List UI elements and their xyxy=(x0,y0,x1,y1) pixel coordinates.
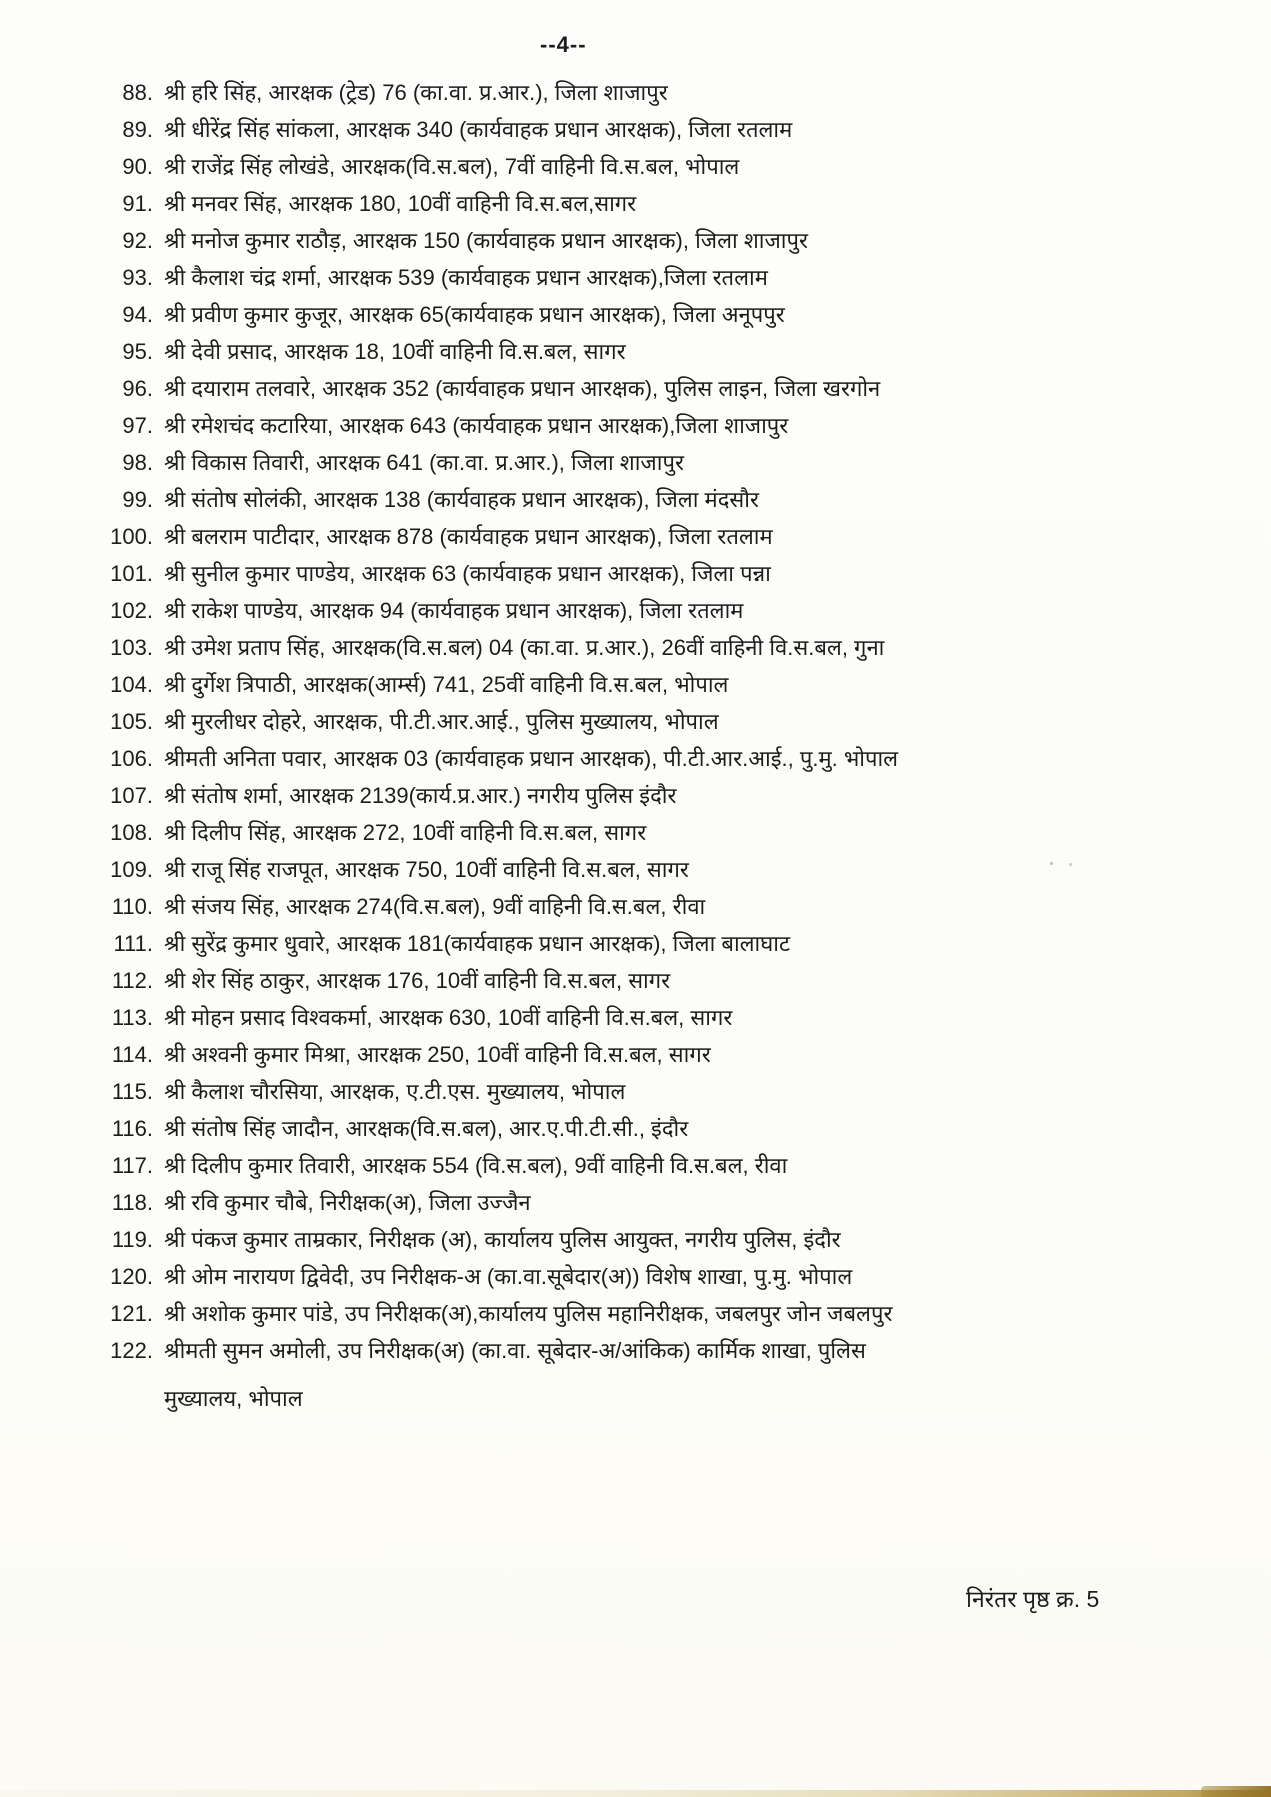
list-item xyxy=(0,851,1271,888)
scanned-page-corner-edge xyxy=(1201,1786,1271,1797)
entry-number: 96. xyxy=(122,376,153,401)
entry-text: श्री सुनील कुमार पाण्डेय, आरक्षक 63 (कार्यवाहक प्रधान आरक्षक), जिला पन्ना xyxy=(164,561,771,586)
list-item xyxy=(0,518,1271,555)
list-item xyxy=(0,555,1271,592)
entry-body xyxy=(153,1073,625,1110)
list-item xyxy=(0,962,1271,999)
entry-body xyxy=(153,925,790,962)
entry-text: श्री संतोष सोलंकी, आरक्षक 138 (कार्यवाहक प्रधान आरक्षक), जिला मंदसौर xyxy=(164,487,759,512)
entry-text: श्री राकेश पाण्डेय, आरक्षक 94 (कार्यवाहक प्रधान आरक्षक), जिला रतलाम xyxy=(164,598,744,623)
entry-body xyxy=(153,851,689,888)
entry-text: श्री शेर सिंह ठाकुर, आरक्षक 176, 10वीं वाहिनी वि.स.बल, सागर xyxy=(164,968,671,993)
entry-text: श्री हरि सिंह, आरक्षक (ट्रेड) 76 (का.वा. प्र.आर.), जिला शाजापुर xyxy=(164,80,668,105)
entry-text: श्री देवी प्रसाद, आरक्षक 18, 10वीं वाहिनी वि.स.बल, सागर xyxy=(164,339,626,364)
list-item xyxy=(0,888,1271,925)
page-number-header: --4-- xyxy=(540,32,587,57)
list-item xyxy=(0,777,1271,814)
entry-text: श्री मुरलीधर दोहरे, आरक्षक, पी.टी.आर.आई., पुलिस मुख्यालय, भोपाल xyxy=(164,709,719,734)
entry-number: 114. xyxy=(111,1042,153,1067)
entry-body xyxy=(153,703,719,740)
entry-text: श्री अशोक कुमार पांडे, उप निरीक्षक(अ),कार्यालय पुलिस महानिरीक्षक, जबलपुर जोन जबलपुर xyxy=(164,1301,893,1326)
entry-number: 103. xyxy=(110,635,153,660)
entry-text: श्री बलराम पाटीदार, आरक्षक 878 (कार्यवाहक प्रधान आरक्षक), जिला रतलाम xyxy=(164,524,773,549)
entry-text: श्री ओम नारायण द्विवेदी, उप निरीक्षक-अ (का.वा.सूबेदार(अ)) विशेष शाखा, पु.मु. भोपाल xyxy=(164,1264,853,1289)
entry-body xyxy=(153,1295,892,1332)
entry-text: श्री संतोष शर्मा, आरक्षक 2139(कार्य.प्र.आर.) नगरीय पुलिस इंदौर xyxy=(164,783,677,808)
entry-body xyxy=(153,740,898,777)
entry-number: 91. xyxy=(122,191,153,216)
entry-body xyxy=(153,888,705,925)
entry-number: 106. xyxy=(110,746,153,771)
entry-number: 113. xyxy=(111,1005,153,1030)
list-item xyxy=(0,296,1271,333)
entry-number: 101. xyxy=(110,561,153,586)
entry-number: 90. xyxy=(122,154,153,179)
entry-body xyxy=(153,592,743,629)
entry-text: श्री कैलाश चंद्र शर्मा, आरक्षक 539 (कार्यवाहक प्रधान आरक्षक),जिला रतलाम xyxy=(164,265,768,290)
entry-number: 115. xyxy=(111,1079,153,1104)
entry-number: 98. xyxy=(122,450,153,475)
entry-text: श्री राजेंद्र सिंह लोखंडे, आरक्षक(वि.स.बल), 7वीं वाहिनी वि.स.बल, भोपाल xyxy=(164,154,740,179)
entry-body xyxy=(153,629,884,666)
list-item xyxy=(0,148,1271,185)
entry-number: 100. xyxy=(110,524,153,549)
list-item xyxy=(0,1258,1271,1295)
list-item xyxy=(0,666,1271,703)
entry-text: श्री दिलीप सिंह, आरक्षक 272, 10वीं वाहिनी वि.स.बल, सागर xyxy=(164,820,647,845)
entry-text: श्रीमती सुमन अमोली, उप निरीक्षक(अ) (का.वा. सूबेदार-अ/आंकिक) कार्मिक शाखा, पुलिस xyxy=(164,1338,866,1363)
entry-body xyxy=(153,74,668,111)
entry-body xyxy=(153,481,759,518)
list-item xyxy=(0,74,1271,111)
entry-number: 107. xyxy=(110,783,153,808)
list-item xyxy=(0,444,1271,481)
entry-body xyxy=(153,222,808,259)
list-item xyxy=(0,1036,1271,1073)
list-item xyxy=(0,333,1271,370)
entry-body xyxy=(153,333,626,370)
entry-body xyxy=(153,444,684,481)
scanned-page-bottom-edge xyxy=(0,1790,1271,1797)
entry-number: 117. xyxy=(111,1153,153,1178)
entry-body xyxy=(153,518,773,555)
entry-body xyxy=(153,962,670,999)
entry-number: 105. xyxy=(110,709,153,734)
list-item xyxy=(0,1295,1271,1332)
entry-body xyxy=(153,555,771,592)
entry-text: श्री दयाराम तलवारे, आरक्षक 352 (कार्यवाहक प्रधान आरक्षक), पुलिस लाइन, जिला खरगोन xyxy=(164,376,881,401)
entry-body xyxy=(153,370,880,407)
list-item xyxy=(0,481,1271,518)
entry-text: श्री कैलाश चौरसिया, आरक्षक, ए.टी.एस. मुख्यालय, भोपाल xyxy=(164,1079,626,1104)
list-item xyxy=(0,925,1271,962)
entry-body xyxy=(153,1332,866,1417)
entry-text: श्री रवि कुमार चौबे, निरीक्षक(अ), जिला उज्जैन xyxy=(164,1190,531,1215)
entry-number: 121. xyxy=(110,1301,153,1326)
list-item xyxy=(0,629,1271,666)
entry-text: श्री संजय सिंह, आरक्षक 274(वि.स.बल), 9वीं वाहिनी वि.स.बल, रीवा xyxy=(164,894,706,919)
entry-number: 119. xyxy=(111,1227,153,1252)
entry-number: 94. xyxy=(122,302,153,327)
entry-body xyxy=(153,1184,531,1221)
list-item xyxy=(0,999,1271,1036)
list-item xyxy=(0,1184,1271,1221)
entry-body xyxy=(153,111,792,148)
entry-number: 88. xyxy=(122,80,153,105)
entry-text: श्री उमेश प्रताप सिंह, आरक्षक(वि.स.बल) 04 (का.वा. प्र.आर.), 26वीं वाहिनी वि.स.बल, गुना xyxy=(164,635,885,660)
entry-number: 89. xyxy=(122,117,153,142)
entry-number: 116. xyxy=(111,1116,153,1141)
entry-text-continuation: मुख्यालय, भोपाल xyxy=(164,1386,303,1411)
entry-body xyxy=(153,1036,711,1073)
list-item xyxy=(0,407,1271,444)
entry-number: 111. xyxy=(113,931,153,956)
entry-body xyxy=(153,407,788,444)
entry-body xyxy=(153,777,676,814)
list-item xyxy=(0,1147,1271,1184)
entry-number: 120. xyxy=(110,1264,153,1289)
entry-text: श्री रमेशचंद कटारिया, आरक्षक 643 (कार्यवाहक प्रधान आरक्षक),जिला शाजापुर xyxy=(164,413,789,438)
entry-body xyxy=(153,148,739,185)
entry-body xyxy=(153,814,646,851)
entry-body xyxy=(153,666,728,703)
entry-text: श्री मोहन प्रसाद विश्वकर्मा, आरक्षक 630, 10वीं वाहिनी वि.स.बल, सागर xyxy=(164,1005,733,1030)
entry-number: 93. xyxy=(122,265,153,290)
entry-number: 104. xyxy=(110,672,153,697)
entry-body xyxy=(153,296,785,333)
entry-number: 108. xyxy=(110,820,153,845)
list-item xyxy=(0,222,1271,259)
entry-text: श्री अश्वनी कुमार मिश्रा, आरक्षक 250, 10वीं वाहिनी वि.स.बल, सागर xyxy=(164,1042,711,1067)
entry-body xyxy=(153,999,732,1036)
list-item xyxy=(0,1073,1271,1110)
list-item xyxy=(0,370,1271,407)
list-item xyxy=(0,111,1271,148)
entry-number: 118. xyxy=(111,1190,153,1215)
entry-number: 97. xyxy=(122,413,153,438)
entry-body xyxy=(153,259,768,296)
list-item xyxy=(0,259,1271,296)
entry-number: 102. xyxy=(110,598,153,623)
entry-number: 122. xyxy=(110,1338,153,1363)
footer-continuation-note: निरंतर पृष्ठ क्र. 5 xyxy=(966,1586,1100,1612)
entry-body xyxy=(153,1147,787,1184)
entry-text: श्री मनवर सिंह, आरक्षक 180, 10वीं वाहिनी वि.स.बल,सागर xyxy=(164,191,637,216)
entry-number: 92. xyxy=(122,228,153,253)
list-item xyxy=(0,1221,1271,1258)
scan-noise-mark xyxy=(1050,862,1053,865)
entry-number: 112. xyxy=(111,968,153,993)
entry-number: 110. xyxy=(111,894,153,919)
entry-text: श्री धीरेंद्र सिंह सांकला, आरक्षक 340 (कार्यवाहक प्रधान आरक्षक), जिला रतलाम xyxy=(164,117,793,142)
list-item xyxy=(0,592,1271,629)
entry-body xyxy=(153,185,636,222)
entry-number: 95. xyxy=(122,339,153,364)
entry-body xyxy=(153,1110,688,1147)
entry-text: श्री प्रवीण कुमार कुजूर, आरक्षक 65(कार्यवाहक प्रधान आरक्षक), जिला अनूपपुर xyxy=(164,302,785,327)
list-item xyxy=(0,703,1271,740)
list-item xyxy=(0,1332,1271,1417)
list-item xyxy=(0,814,1271,851)
entry-text: श्री दिलीप कुमार तिवारी, आरक्षक 554 (वि.स.बल), 9वीं वाहिनी वि.स.बल, रीवा xyxy=(164,1153,788,1178)
list-item xyxy=(0,185,1271,222)
entry-text: श्री संतोष सिंह जादौन, आरक्षक(वि.स.बल), आर.ए.पी.टी.सी., इंदौर xyxy=(164,1116,689,1141)
entry-number: 99. xyxy=(122,487,153,512)
list-item xyxy=(0,740,1271,777)
entry-body xyxy=(153,1258,852,1295)
entry-text: श्रीमती अनिता पवार, आरक्षक 03 (कार्यवाहक प्रधान आरक्षक), पी.टी.आर.आई., पु.मु. भोपाल xyxy=(164,746,899,771)
entry-number: 109. xyxy=(110,857,153,882)
entry-text: श्री मनोज कुमार राठौड़, आरक्षक 150 (कार्यवाहक प्रधान आरक्षक), जिला शाजापुर xyxy=(164,228,808,253)
entry-list xyxy=(0,74,1271,1417)
list-item xyxy=(0,1110,1271,1147)
entry-text: श्री सुरेंद्र कुमार धुवारे, आरक्षक 181(कार्यवाहक प्रधान आरक्षक), जिला बालाघाट xyxy=(164,931,791,956)
entry-body xyxy=(153,1221,841,1258)
entry-text: श्री दुर्गेश त्रिपाठी, आरक्षक(आर्म्स) 741, 25वीं वाहिनी वि.स.बल, भोपाल xyxy=(164,672,729,697)
entry-text: श्री राजू सिंह राजपूत, आरक्षक 750, 10वीं वाहिनी वि.स.बल, सागर xyxy=(164,857,689,882)
entry-text: श्री पंकज कुमार ताम्रकार, निरीक्षक (अ), कार्यालय पुलिस आयुक्त, नगरीय पुलिस, इंदौर xyxy=(164,1227,841,1252)
entry-text: श्री विकास तिवारी, आरक्षक 641 (का.वा. प्र.आर.), जिला शाजापुर xyxy=(164,450,684,475)
